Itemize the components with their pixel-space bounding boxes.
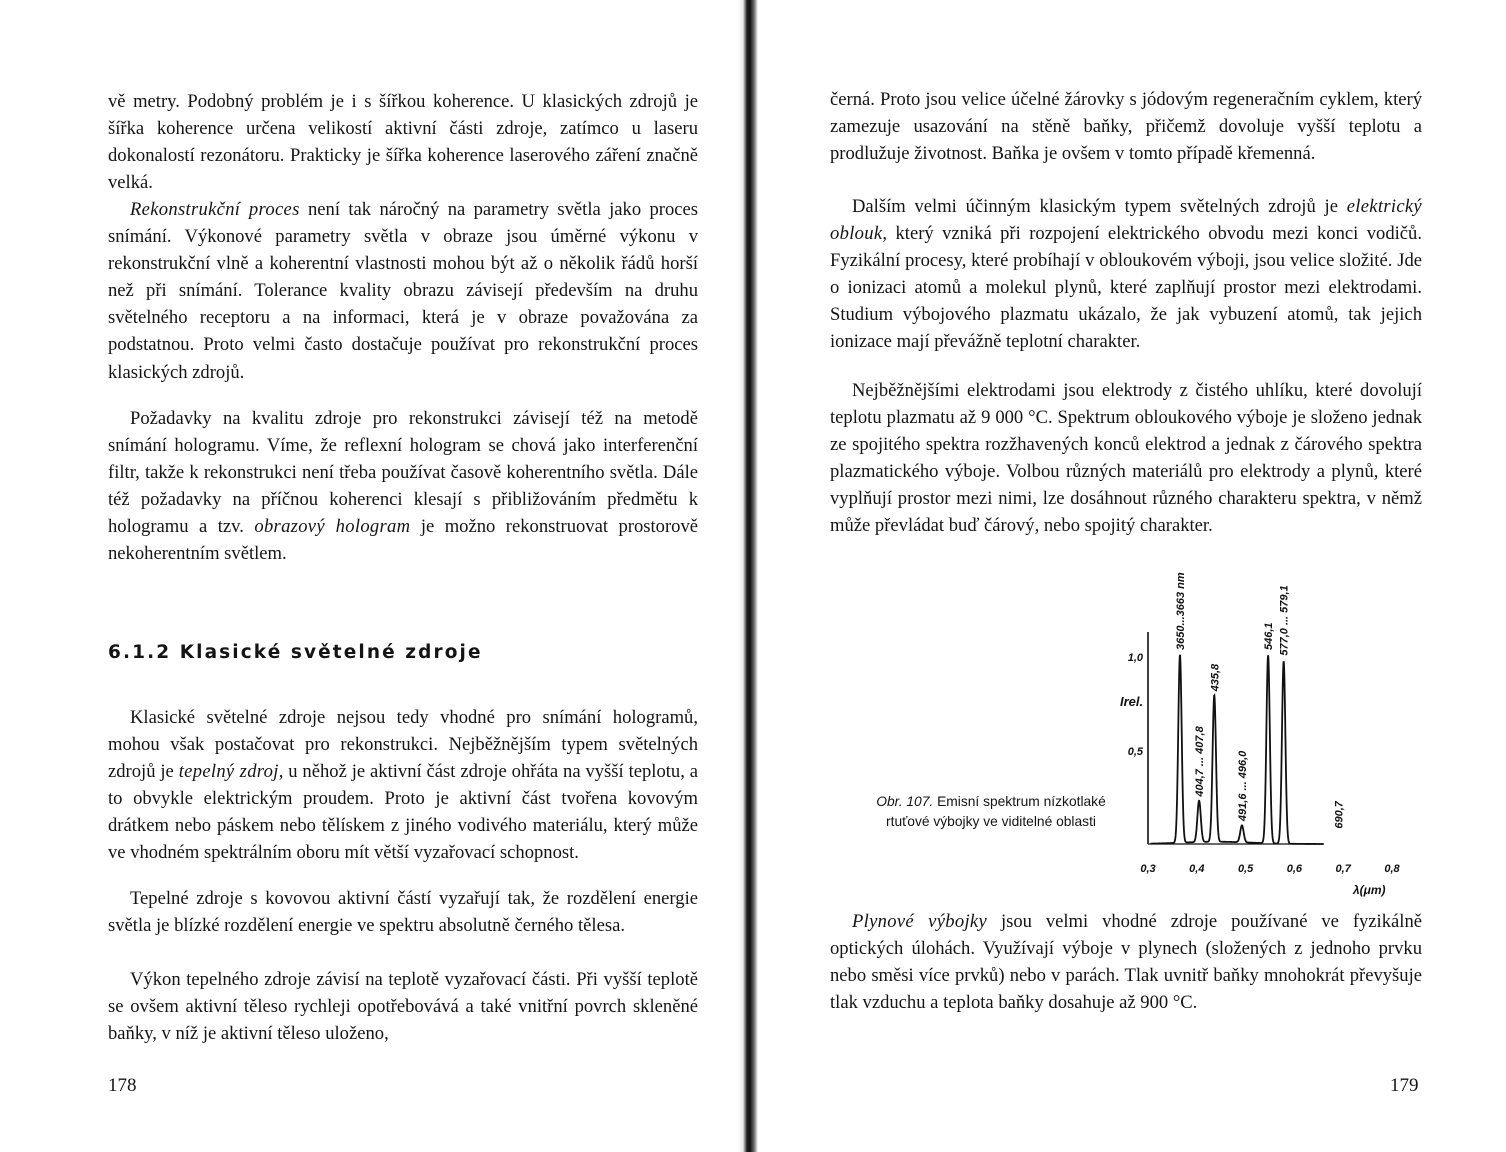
figure-caption <box>866 792 1116 832</box>
section-heading: 6.1.2 Klasické světelné zdroje <box>108 642 483 663</box>
left-page <box>0 0 738 1152</box>
y-tick-label: 0,5 <box>1127 746 1143 758</box>
peak-label: 3650...3663 nm <box>1174 572 1187 650</box>
right-page <box>758 0 1506 1152</box>
paragraph <box>108 885 698 939</box>
paragraph <box>108 405 698 568</box>
emphasized-term: tepelný zdroj <box>178 761 279 783</box>
x-tick-label: 0,5 <box>1237 863 1254 875</box>
paragraph-text: černá. Proto jsou velice účelné žárovky s jódovým regeneračním cyklem, který zamezuje usazování na stěně baňky, přičemž dovoluje vyšší teplotu a prodlužuje životnost. Baňka je ovšem v tomto případě křemenná. <box>830 89 1422 165</box>
peak-label: 577,0 ... 579,1 <box>1278 585 1291 656</box>
peak-label: 546,1 <box>1263 622 1276 651</box>
paragraph-text: , který vzniká při rozpojení elektrického obvodu mezi konci vodičů. Fyzikální procesy, které probíhají v obloukovém výboji, jsou velice složité. Jde o ionizaci atomů a molekul plynů, které zaplňují prostor mezi elektrodami. Studium výbojového plazmatu ukázalo, že jak vybuzení atomů, tak jejich ionizace mají převážně teplotní charakter. <box>830 223 1422 353</box>
paragraph-text: jsou velmi vhodné zdroje používané ve fyzikálně optických úlohách. Využívají výboje v plynech (složených z jednoho prvku nebo směsi více prvků) nebo v parách. Tlak uvnitř baňky mnohokrát převyšuje tlak vzduchu a teplota baňky dosahuje až 900 °C. <box>830 911 1422 1014</box>
paragraph <box>830 908 1422 1016</box>
page-number: 179 <box>1390 1075 1419 1096</box>
x-tick-label: 0,4 <box>1189 863 1205 875</box>
paragraph <box>108 196 698 386</box>
caption-text: Emisní spektrum nízkotlaké rtuťové výbojky ve viditelné oblasti <box>886 794 1106 829</box>
x-tick-label: 0,3 <box>1140 863 1156 875</box>
emission-spectrum-chart <box>1116 572 1400 902</box>
paragraph-text: Požadavky na kvalitu zdroje pro rekonstrukci závisejí též na metodě snímání hologramu. Víme, že reflexní hologram se chová jako interferenční filtr, takže k rekonstrukci není třeba používat časově koherentního světla. Dále též požadavky na příčnou koherenci klesají s přibližováním předmětu k hologramu a tzv. <box>108 408 698 538</box>
peak-label: 491,6 ... 496,0 <box>1236 750 1249 822</box>
x-axis-label: λ(μm) <box>1352 883 1386 897</box>
peak-label: 435,8 <box>1209 663 1222 692</box>
x-tick-label: 0,7 <box>1335 863 1351 875</box>
paragraph-text: je možno rekonstruovat prostorově nekoherentním světlem. <box>108 516 698 565</box>
paragraph-text: , u něhož je aktivní část zdroje ohřáta na vyšší teplotu, a to obvykle elektrickým proudem. Proto je aktivní část tvořena kovovým drátkem nebo páskem nebo tělískem z jiného vodivého materiálu, který může ve vhodném spektrálním oboru mít větší vyzařovací schopnost. <box>108 761 699 864</box>
paragraph-text: není tak náročný na parametry světla jako proces snímání. Výkonové parametry světla v obraze jsou úměrné výkonu v rekonstrukční vlně a koherentní vlastnosti mohou být až o několik řádů horší než při snímání. Tolerance kvality obrazu závisejí především na druhu světelného receptoru a na informaci, která je v obraze považována za podstatnou. Proto velmi často dostačuje používat pro rekonstrukční proces klasických zdrojů. <box>108 199 699 383</box>
peak-label: 404,7 ... 407,8 <box>1194 726 1207 797</box>
emphasized-term: elektrický oblouk <box>830 196 1422 245</box>
figure-label: Obr. 107. <box>876 794 934 809</box>
paragraph-text: Výkon tepelného zdroje závisí na teplotě vyzařovací části. Při vyšší teplotě se ovšem aktivní těleso rychleji opotřebovává a také vnitřní povrch skleněné baňky, v níž je aktivní těleso uloženo, <box>108 969 698 1045</box>
paragraph <box>108 966 698 1047</box>
x-tick-label: 0,6 <box>1286 863 1303 875</box>
paragraph-text: Dalším velmi účinným klasickým typem světelných zdrojů je <box>852 196 1347 217</box>
paragraph-text: vě metry. Podobný problém je i s šířkou koherence. U klasických zdrojů je šířka koherence určena velikostí aktivní části zdroje, zatímco u laseru dokonalostí rezonátoru. Prakticky je šířka koherence laserového záření značně velká. <box>108 91 698 194</box>
paragraph-text: Tepelné zdroje s kovovou aktivní částí vyzařují tak, že rozdělení energie světla je blízké rozdělení energie ve spektru absolutně černého tělesa. <box>108 888 698 937</box>
peak-label: 690,7 <box>1333 801 1346 829</box>
paragraph-text: Klasické světelné zdroje nejsou tedy vhodné pro snímání hologramů, mohou však postačovat pro rekonstrukci. Nejběžnějším typem světelných zdrojů je <box>108 707 698 783</box>
book-spine <box>738 0 758 1152</box>
page-number: 178 <box>108 1075 137 1096</box>
emphasized-term: Rekonstrukční proces <box>130 199 300 220</box>
paragraph-text: Nejběžnějšími elektrodami jsou elektrody z čistého uhlíku, které dovolují teplotu plazmatu až 9 000 °C. Spektrum obloukového výboje je složeno jednak ze spojitého spektra rozžhavených konců elektrod a jednak z čárového spektra plazmatického výboje. Volbou různých materiálů pro elektrody a plynů, které vyplňují prostor mezi nimi, lze dosáhnout různého charakteru spektra, v němž může převládat buď čárový, nebo spojitý charakter. <box>830 380 1422 537</box>
emphasized-term: Plynové výbojky <box>852 911 988 932</box>
y-axis-label: Irel. <box>1120 694 1144 709</box>
x-tick-label: 0,8 <box>1384 863 1400 875</box>
paragraph <box>108 88 698 196</box>
emphasized-term: obrazový hologram <box>254 516 411 538</box>
paragraph <box>830 86 1422 167</box>
y-tick-label: 1,0 <box>1127 652 1143 664</box>
paragraph <box>830 193 1422 356</box>
paragraph <box>108 704 698 867</box>
paragraph <box>830 377 1422 540</box>
